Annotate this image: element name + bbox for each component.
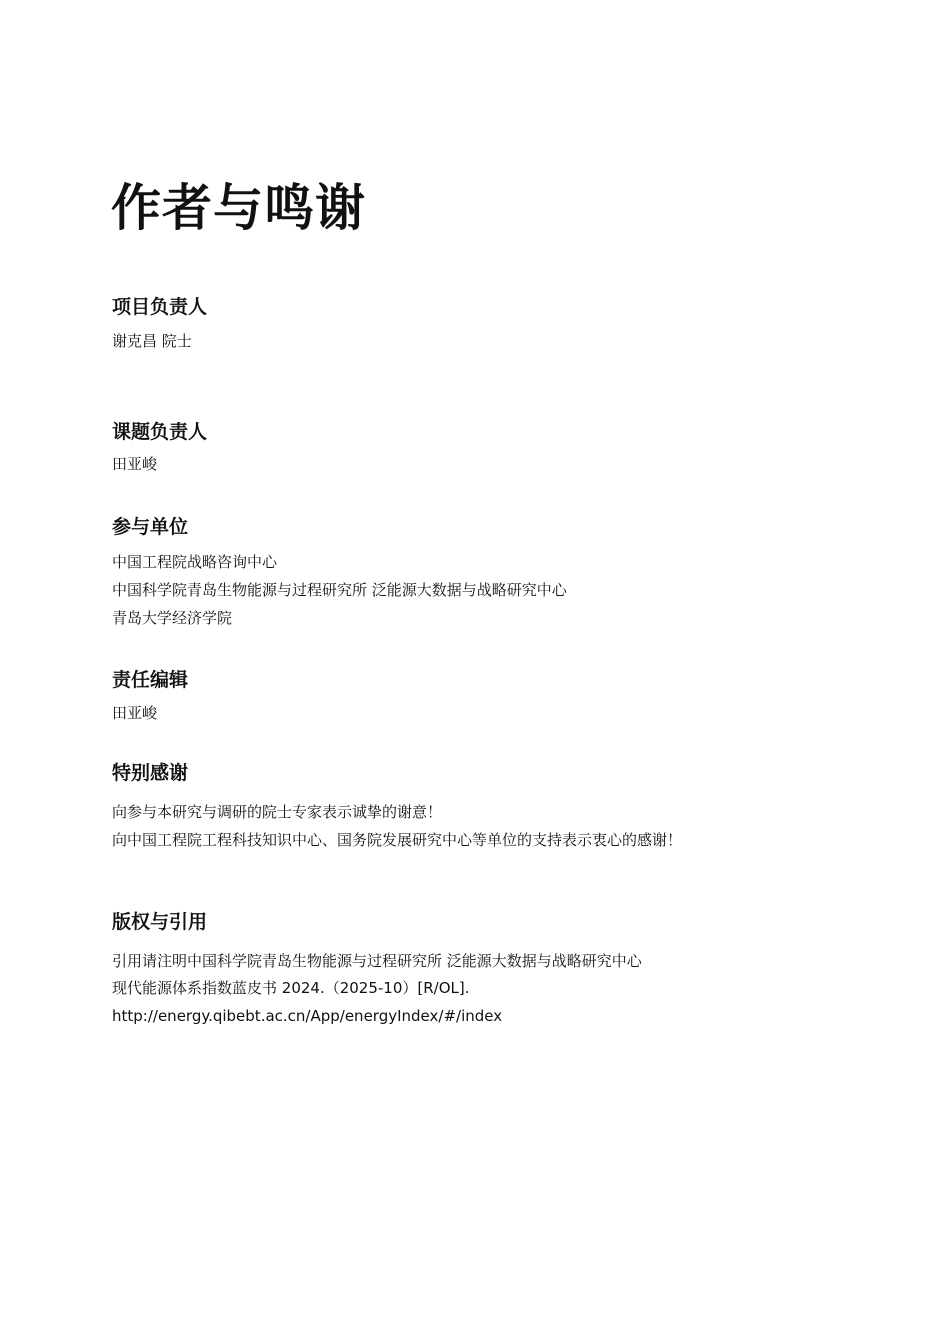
thanks-line-2: 向中国工程院工程科技知识中心、国务院发展研究中心等单位的支持表示衷心的感谢！ [112,831,683,849]
participant-unit-1: 中国工程院战略咨询中心 [112,553,278,571]
section-heading-citation: 版权与引用 [112,911,208,933]
participant-unit-3: 青岛大学经济学院 [112,609,233,627]
participant-unit-2: 中国科学院青岛生物能源与过程研究所 泛能源大数据与战略研究中心 [112,581,567,599]
section-heading-special-thanks: 特别感谢 [112,762,189,784]
project-lead-name: 谢克昌 院士 [112,332,192,350]
citation-line-1: 引用请注明中国科学院青岛生物能源与过程研究所 泛能源大数据与战略研究中心 [112,952,642,970]
citation-url: http://energy.qibebt.ac.cn/App/energyIndex/#/index [112,1007,503,1025]
thanks-line-1: 向参与本研究与调研的院士专家表示诚挚的谢意！ [112,803,443,821]
topic-lead-name: 田亚峻 [112,455,158,473]
section-heading-topic-lead: 课题负责人 [112,421,208,443]
section-heading-participants: 参与单位 [112,516,189,538]
section-heading-editor: 责任编辑 [112,669,189,691]
editor-name: 田亚峻 [112,704,158,722]
section-heading-project-lead: 项目负责人 [112,296,208,318]
citation-line-2: 现代能源体系指数蓝皮书 2024.（2025-10）[R/OL]. [112,979,470,997]
page-title: 作者与鸣谢 [111,179,366,237]
